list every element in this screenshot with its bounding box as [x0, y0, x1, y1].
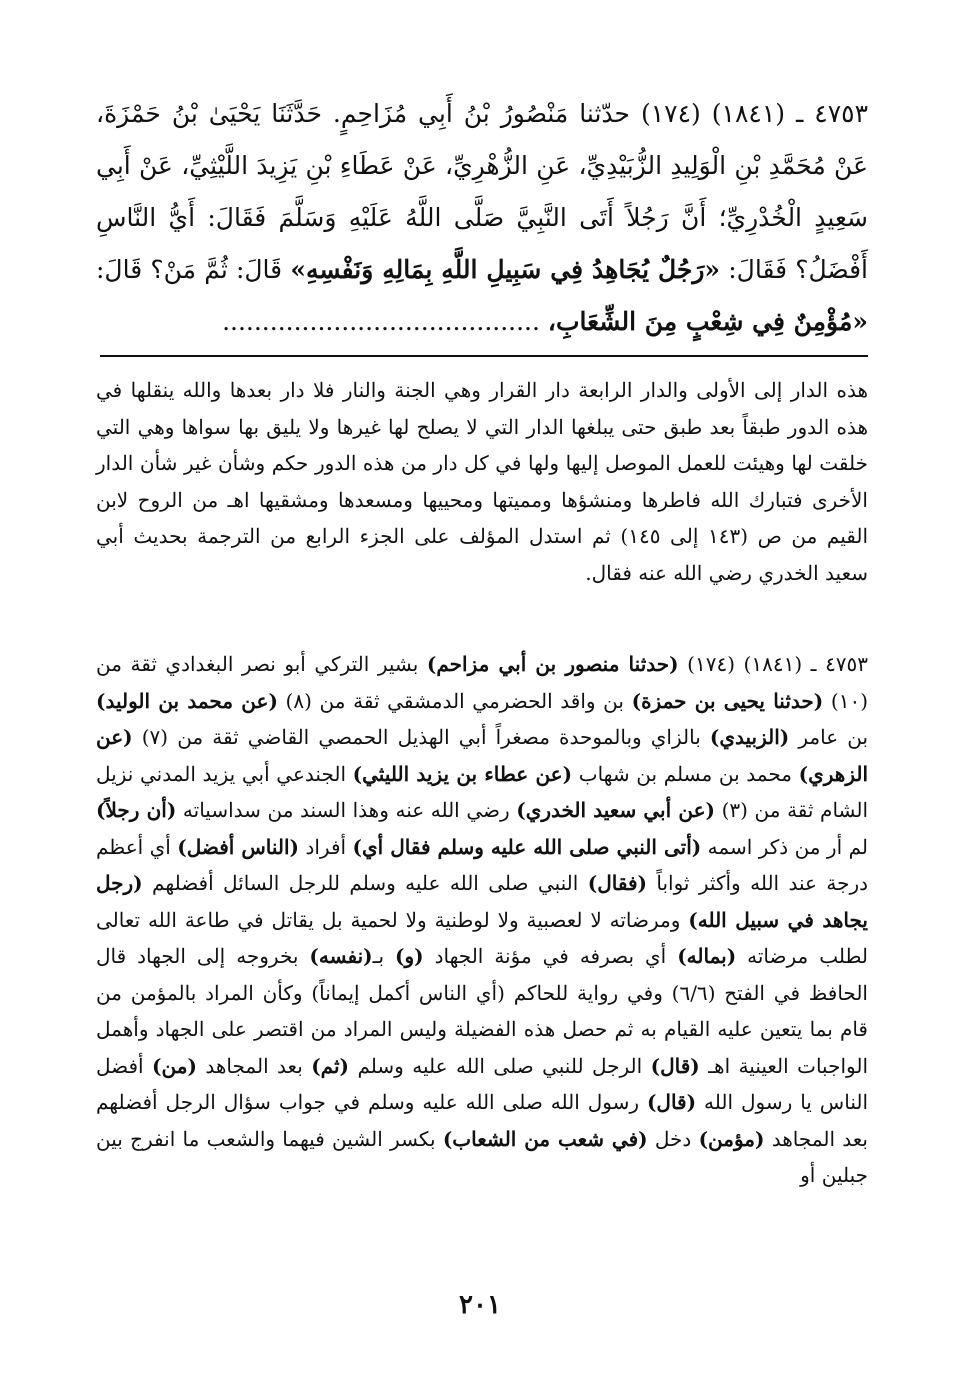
commentary-text: بالزاي وبالموحدة مصغراً أبي الهذيل الحمصي القاضي ثقة من (٧) — [141, 725, 701, 749]
commentary-text: ٤٧٥٣ ـ (١٨٤١) (١٧٤) — [687, 652, 869, 676]
hadith-quote-2: «مُؤْمِنٌ فِي شِعْبٍ مِنَ الشِّعَابِ، — [547, 307, 868, 336]
commentary-bold: (و) — [395, 944, 424, 968]
commentary-bold: (عن الزهري) — [96, 725, 869, 786]
commentary-bold: (عن عطاء بن يزيد الليثي) — [352, 761, 573, 786]
commentary-bold: (ثم) — [311, 1053, 350, 1078]
hadith-chain: حدّثنا مَنْصُورُ بْنُ أَبِي مُزَاحِمٍ. حَدَّثَنَا يَحْيَىٰ بْنُ حَمْزَةَ، عَنْ مُحَمَّدِ بْنِ الْوَلِيدِ الزُّبَيْدِيِّ، عَنِ الزُّهْرِيِّ، عَنْ عَطَاءِ بْنِ يَزِيدَ اللَّيْثِيِّ، عَنْ أَبِي سَعِيدٍ الْخُدْرِيِّ؛ أَنَّ رَجُلاً أَتَى النَّبِيَّ صَلَّى اللَّهُ عَلَيْهِ وَسَلَّمَ فَقَالَ: أَيُّ النَّاسِ أَفْضَلُ؟ فَقَالَ: — [96, 99, 869, 284]
commentary-text: بن عامر — [798, 725, 869, 749]
commentary-bold: (حدثنا منصور بن أبي مزاحم) — [426, 652, 679, 676]
commentary-text: الرجل للنبي صلى الله عليه وسلم — [357, 1053, 643, 1078]
commentary-bold: (مؤمن) — [698, 1126, 765, 1151]
commentary-text: محمد بن مسلم بن شهاب — [578, 761, 792, 786]
commentary-text: رضي الله عنه وهذا السند من سداسياته — [182, 798, 510, 822]
commentary-text: النبي صلى الله عليه وسلم للرجل السائل أفضلهم — [152, 871, 579, 895]
commentary-text: أي أعظم درجة عند الله وأكثر ثواباً — [96, 834, 869, 895]
commentary-text: بعد المجاهد — [205, 1053, 303, 1078]
footnote-1 — [96, 372, 868, 591]
commentary-bold: (فقال) — [587, 871, 647, 895]
hadith-text — [96, 88, 868, 348]
commentary-text: دخل — [654, 1126, 692, 1151]
commentary-bold: (أن رجلاً) — [96, 798, 177, 822]
hadith-quote-1: «رَجُلٌ يُجَاهِدُ فِي سَبِيلِ اللَّهِ بِمَالِهِ وَنَفْسِهِ» — [290, 255, 721, 284]
commentary-text: ومرضاته لا لعصبية ولا لوطنية ولا لحمية بل يقاتل في طاعة الله تعالى لطلب مرضاته — [96, 907, 868, 968]
footnote-1-text: هذه الدار إلى الأولى والدار الرابعة دار القرار وهي الجنة والنار فلا دار بعدها والله ينقلها في هذه الدور طبقاً بعد طبق حتى يبلغها الدار التي لا يصلح لها غيرها ولا يليق بها سواها وهي التي خلقت لها وهيئت للعمل الموصل إليها ولها في كل دار من هذه الدور حكم وشأن غير شأن الدار الأخرى فتبارك الله فاطرها ومنشؤها ومميتها ومحييها ومسعدها ومشقيها اهـ من الروح لابن القيم من ص (١٤٣ إلى ١٤٥) ثم استدل المؤلف على الجزء الرابع من الترجمة بحديث أبي سعيد الخدري رضي الله عنه فقال. — [96, 378, 868, 585]
commentary-bold: (قال) — [650, 1053, 700, 1078]
commentary-bold: (في شعب من الشعاب) — [442, 1126, 648, 1151]
commentary-text: بن واقد الحضرمي الدمشقي ثقة من (٨) — [285, 688, 624, 713]
commentary-text: أي بصرفه في مؤنة الجهاد — [434, 944, 667, 968]
commentary-text: أفراد — [305, 834, 347, 859]
commentary-text: بكسر الشين فيهما والشعب ما انفرج بين جبلين أو — [96, 1126, 868, 1187]
commentary-text: أفضل الناس يا رسول الله — [96, 1053, 869, 1114]
commentary-bold: (عن محمد بن الوليد) — [96, 688, 278, 713]
commentary-bold: (الناس أفضل) — [177, 834, 300, 859]
hadith-ellipsis: ........................................ — [222, 307, 540, 336]
commentary-bold: (أتى النبي صلى الله عليه وسلم فقال أي) — [352, 834, 702, 859]
hadith-number: ٤٧٥٣ ـ (١٨٤١) (١٧٤) — [640, 99, 868, 128]
commentary-bold: (من) — [152, 1053, 197, 1078]
commentary-bold: (بماله) — [677, 944, 737, 968]
commentary-text: لم أر من ذكر اسمه — [707, 834, 868, 859]
commentary-bold: (قال) — [646, 1090, 697, 1114]
commentary-bold: (نفسه) — [309, 944, 373, 968]
commentary-text: بـ — [372, 944, 385, 968]
commentary-bold: (عن أبي سعيد الخدري) — [516, 798, 715, 822]
commentary-bold: (الزبيدي) — [709, 725, 790, 749]
commentary-text: بشير التركي أبو نصر البغدادي ثقة من (١٠) — [96, 652, 868, 713]
hadith-paragraph — [96, 88, 868, 348]
page-number: ٢٠١ — [459, 1290, 501, 1320]
footnote-2-paragraph — [96, 646, 868, 1194]
hadith-question: قَالَ: ثُمَّ مَنْ؟ قَالَ: — [96, 255, 283, 284]
commentary-bold: (رجل يجاهد في سبيل الله) — [96, 871, 868, 932]
commentary-bold: (حدثنا يحيى بن حمزة) — [631, 688, 824, 713]
footnote-separator — [100, 355, 868, 357]
commentary-text: بخروجه إلى الجهاد قال الحافظ في الفتح (٦/٦) وفي رواية للحاكم (أي الناس أكمل إيماناً) وكأن المراد بالمؤمن من قام بما يتعين عليه القيام به ثم حصل هذه الفضيلة وليس المراد من اقتصر على الجهاد وأهمل الواجبات العينية اهـ — [96, 944, 868, 1078]
footnote-2 — [96, 646, 868, 1194]
commentary-text: رسول الله صلى الله عليه وسلم في جواب سؤال الرجل أفضلهم بعد المجاهد — [96, 1090, 869, 1151]
commentary-text: الجندعي أبي يزيد المدني نزيل الشام ثقة من (٣) — [96, 761, 869, 822]
